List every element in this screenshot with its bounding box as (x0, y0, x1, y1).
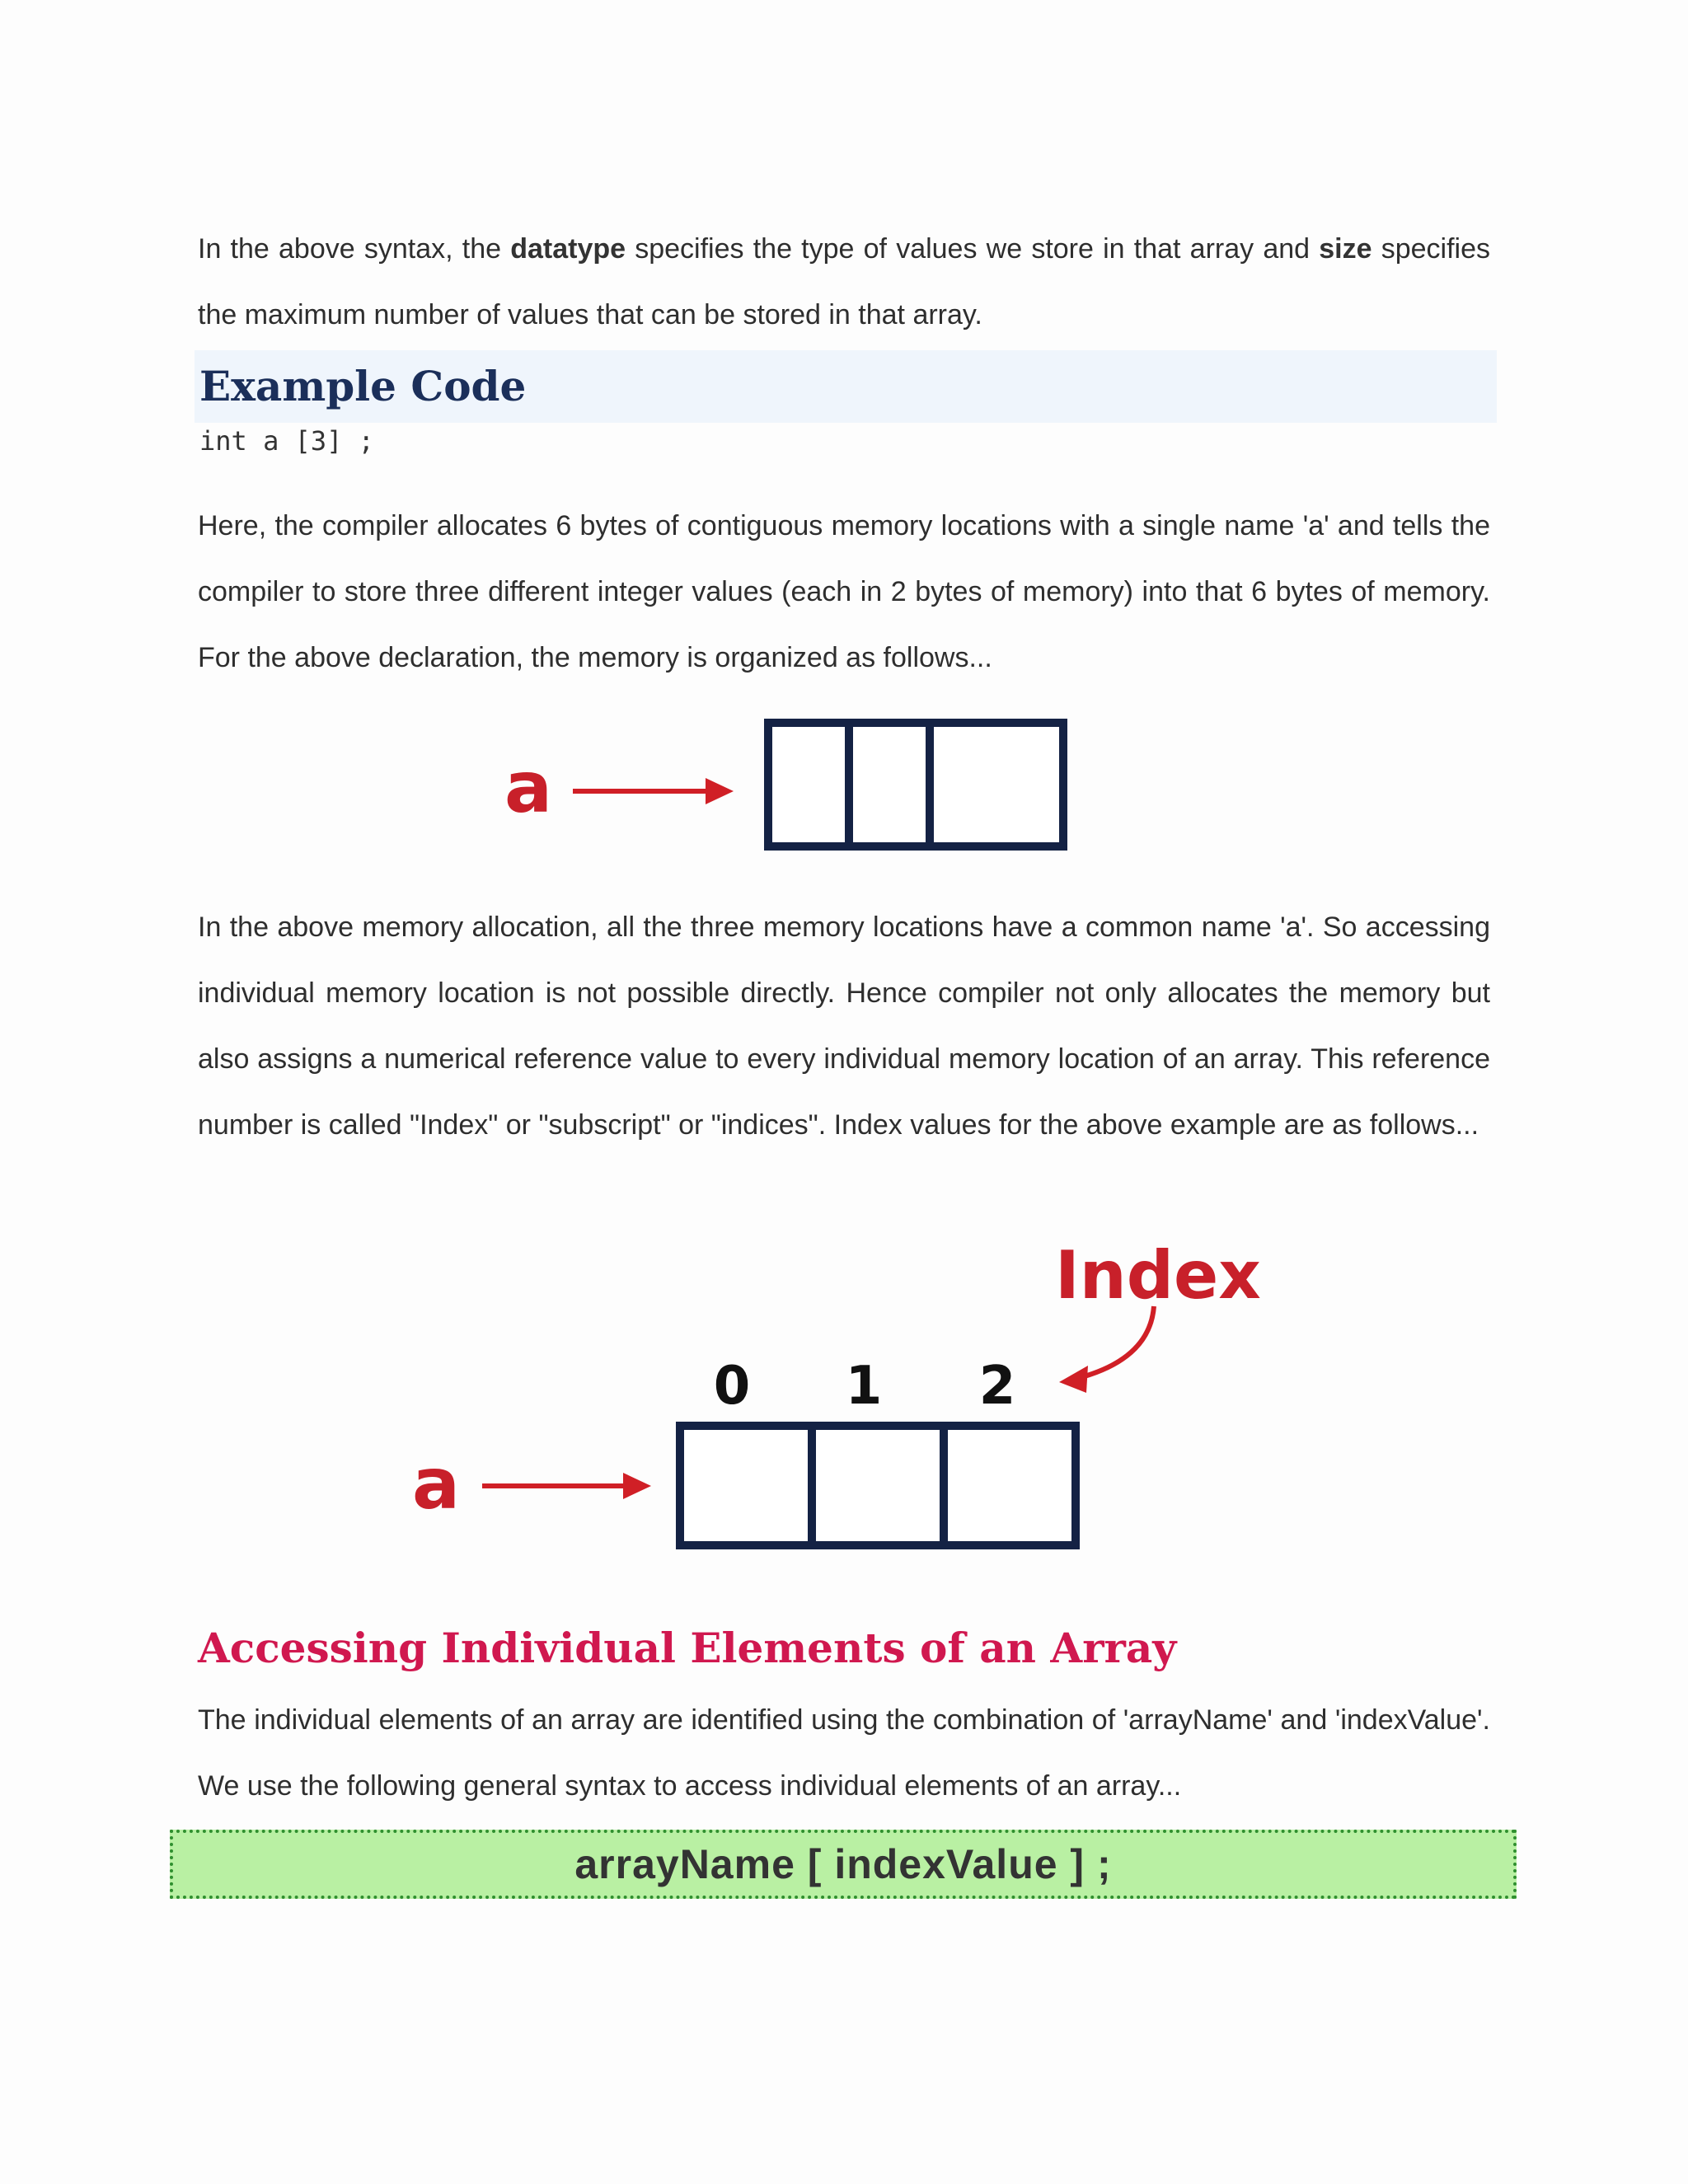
memory-diagram (486, 709, 981, 865)
bold-term-size: size (1319, 233, 1372, 265)
array-name-label: a (504, 747, 553, 829)
paragraph-access-syntax: The individual elements of an array are identified using the combination of 'arrayName' and 'indexValue'. We use the following general syntax to access individual elements of an array... (198, 1704, 1490, 1802)
memory-cell-1 (812, 1426, 944, 1545)
example-code-line: int a [3] ; (199, 425, 374, 457)
memory-diagram-right (923, 709, 1088, 865)
text-run: specifies the type of values we store in that array and (626, 233, 1320, 265)
memory-cell-1 (849, 723, 930, 846)
index-label: Index (1055, 1237, 1261, 1314)
array-name-label: a (412, 1443, 461, 1526)
example-code-heading: Example Code (199, 362, 527, 410)
memory-cell-2 (944, 1426, 1076, 1545)
access-syntax-text: arrayName [ indexValue ] ; (574, 1841, 1112, 1887)
paragraph-memory-allocation: Here, the compiler allocates 6 bytes of contiguous memory locations with a single name 'a' and tells the compiler to store three different integer values (each in 2 bytes of memory) into that 6 bytes of memory. For the above declaration, the memory is organized as follows... (198, 510, 1490, 673)
curved-arrow-head-icon (1059, 1366, 1088, 1393)
paragraph-index-explanation: In the above memory allocation, all the three memory locations have a common name 'a'. So accessing individual memory location is not possible directly. Hence compiler not only allocates the memory but also assigns a numerical reference value to every individual memory location of an array. This reference number is called "Index" or "subscript" or "indices". Index values for the above example are as follows... (198, 912, 1490, 1141)
memory-cell-0 (680, 1426, 812, 1545)
syntax-box (170, 1830, 1517, 1899)
paragraph-syntax-explanation (198, 216, 1490, 348)
index-number-2: 2 (978, 1356, 1016, 1417)
arrow-head-icon (623, 1473, 651, 1499)
accessing-elements-heading: Accessing Individual Elements of an Array (198, 1624, 1177, 1672)
text-run: specifies the maximum number of values that can be stored in that array. (198, 233, 1491, 330)
arrow-head-icon (706, 778, 734, 804)
text-run: In the above syntax, the (198, 233, 511, 265)
index-number-0: 0 (713, 1356, 751, 1417)
bold-term-datatype: datatype (510, 233, 626, 265)
index-number-1: 1 (845, 1356, 883, 1417)
memory-cell-0 (768, 723, 849, 846)
index-diagram (396, 1224, 1269, 1554)
memory-cell-2-box (930, 723, 1063, 846)
